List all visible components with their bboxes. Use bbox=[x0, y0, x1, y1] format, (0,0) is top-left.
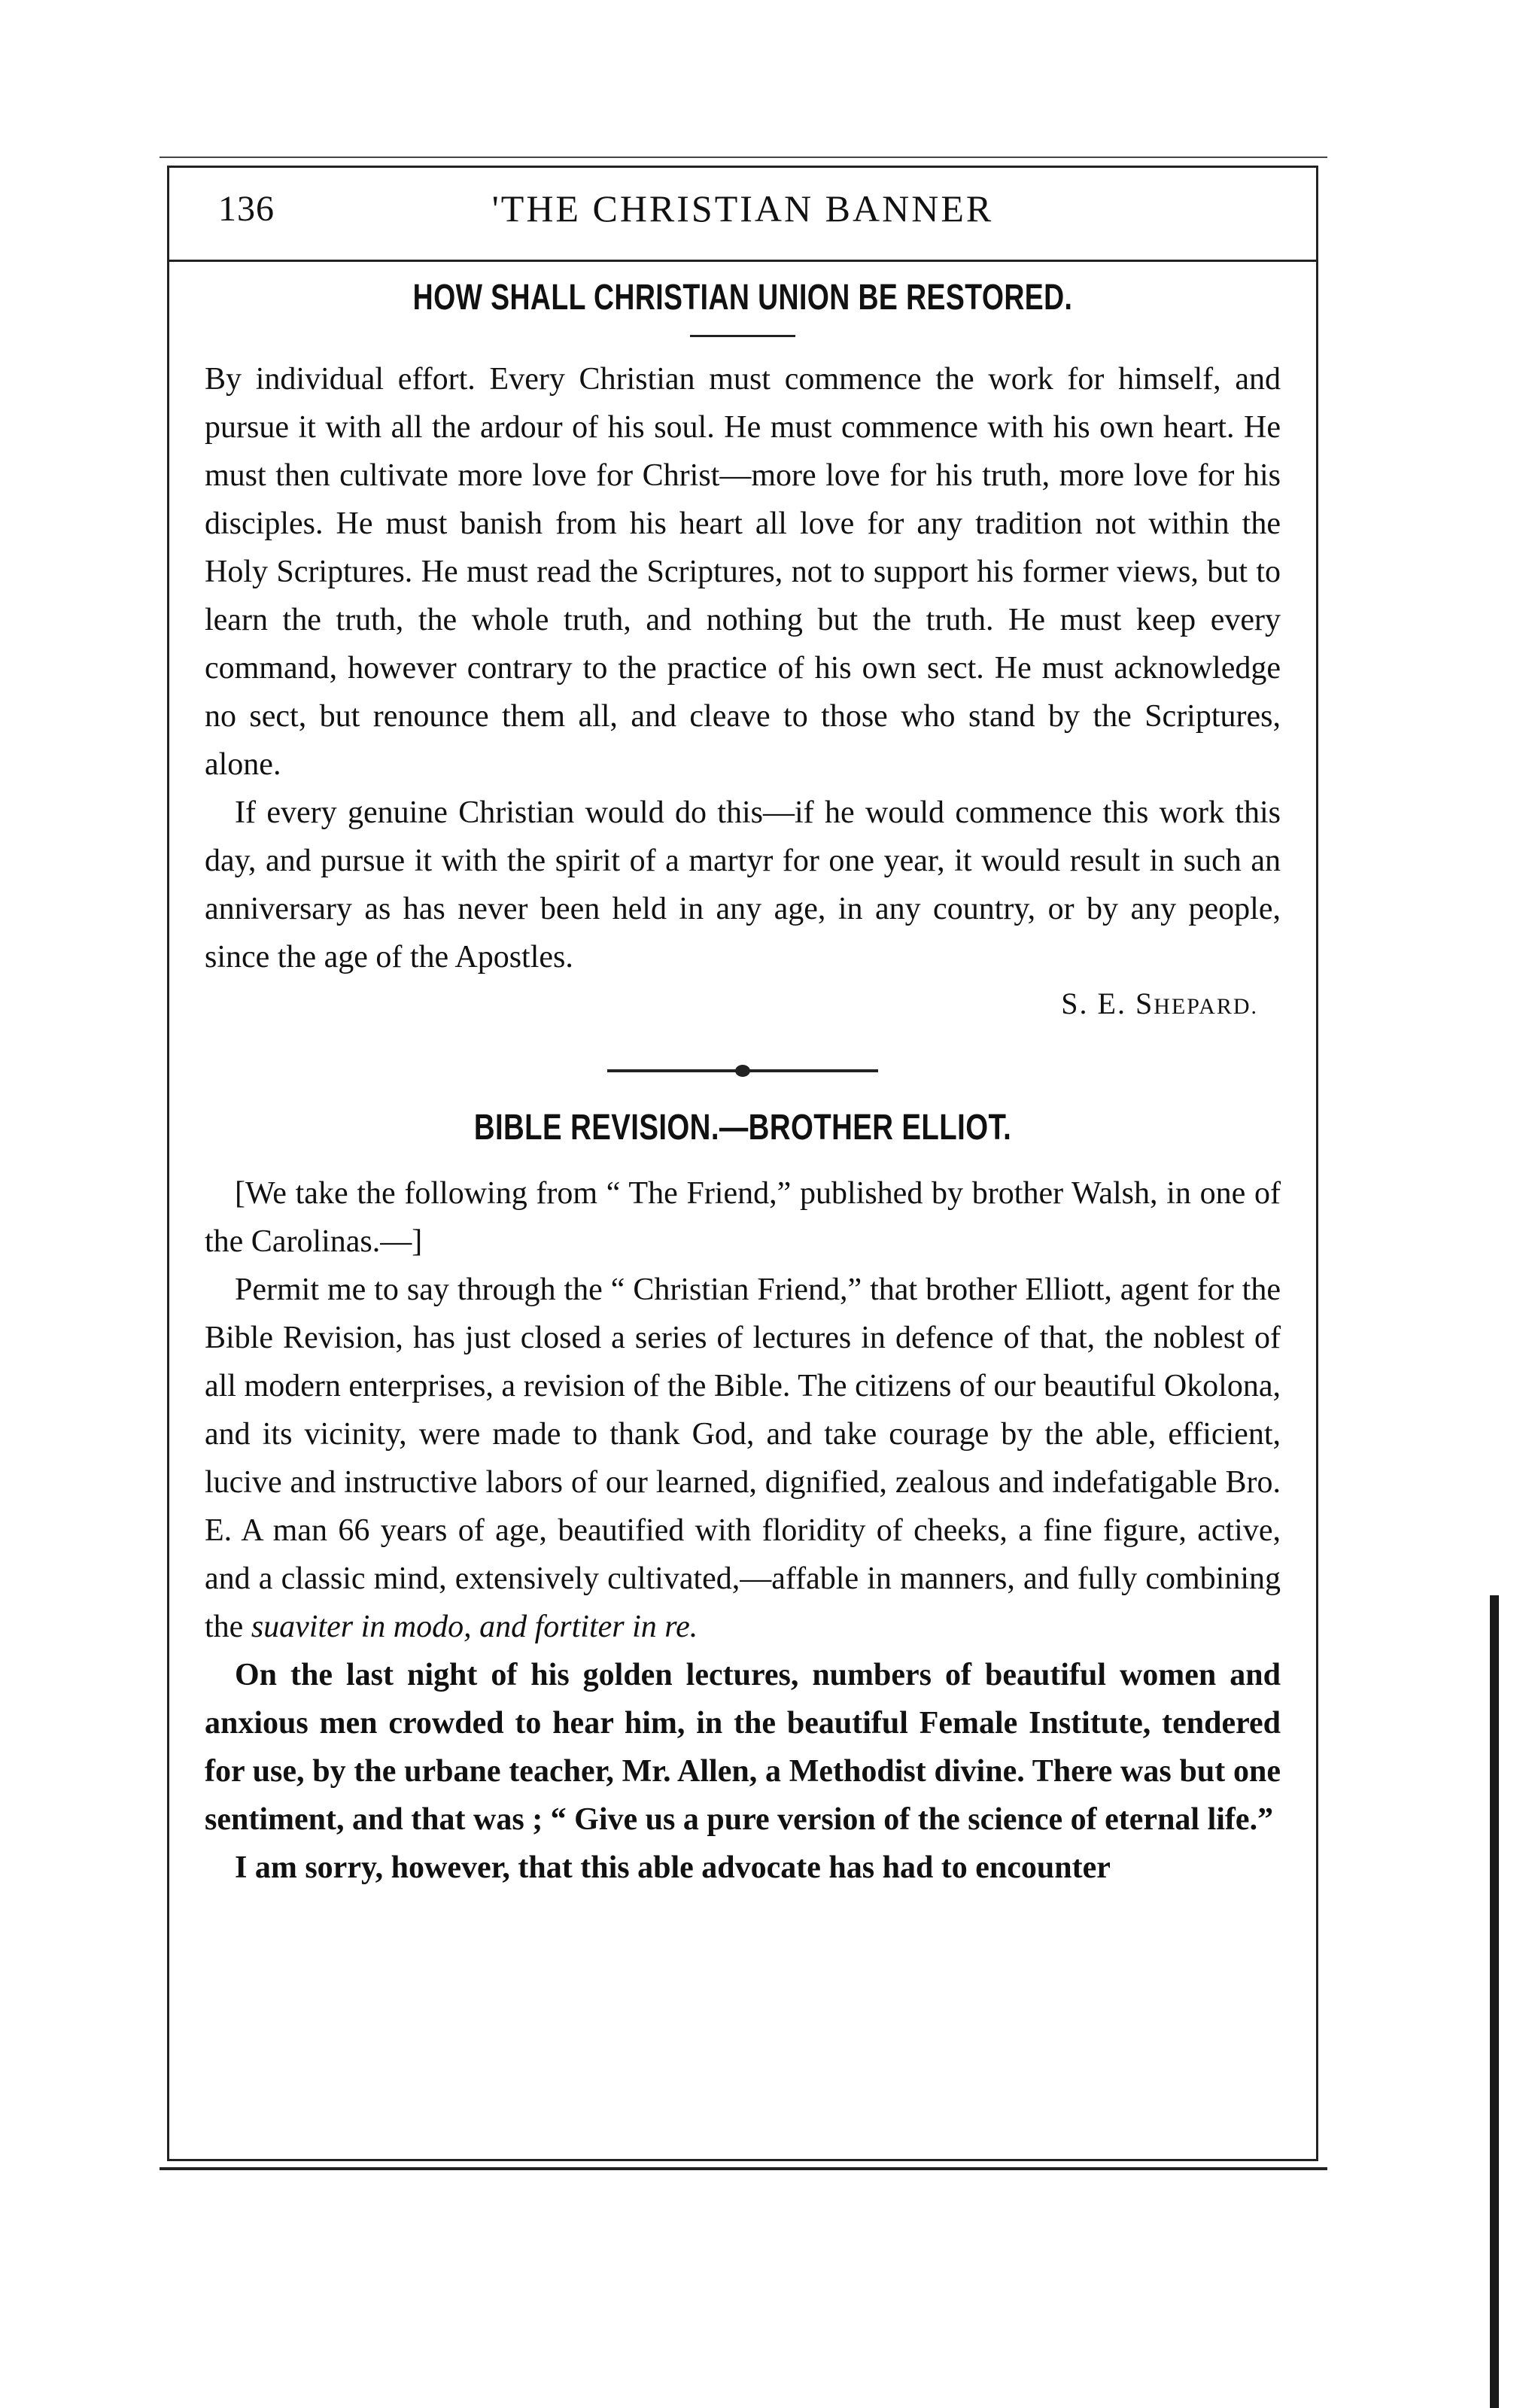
page-number: 136 bbox=[218, 189, 275, 229]
page-content bbox=[205, 277, 1281, 1892]
scan-edge-bar bbox=[1490, 1595, 1499, 2408]
article-bible-revision bbox=[205, 1107, 1281, 1892]
section-divider-ornament bbox=[607, 1062, 878, 1080]
article-christian-union bbox=[205, 277, 1281, 1021]
article-paragraph: If every genuine Christian would do this—if he would commence this work this day, and pursue it with the spirit of a martyr for one year, it would result in such an anniversary as has never been held in any age, in any country, or by any people, since the age of the Apostles. bbox=[205, 795, 1281, 974]
article-title: HOW SHALL CHRISTIAN UNION BE RESTORED. bbox=[412, 278, 1073, 318]
article-paragraph: On the last night of his golden lectures, numbers of beautiful women and anxious men crowded to hear him, in the beautiful Female Institute, tendered for use, by the urbane teacher, Mr. Allen, a Methodist divine. There was but one sentiment, and that was ; “ Give us a pure version of the science of eternal life.” bbox=[205, 1658, 1281, 1837]
paragraph-text: Permit me to say through the “ Christian Friend,” that brother Elliott, agent for the Bible Revision, has just closed a series of lectures in defence of that, the noblest of all modern enterprises, a revision of the Bible. The citizens of our beautiful Okolona, and its vicinity, were made to thank God, and take courage by the able, efficient, lucive and instructive labors of our learned, dignified, zealous and indefatigable Bro. E. A man 66 years of age, beautified with floridity of cheeks, a fine figure, active, and a classic mind, extensively cultivated,—affable in manners, and fully combining the bbox=[205, 1272, 1281, 1644]
divider-dot bbox=[735, 1065, 750, 1077]
editorial-note: [We take the following from “ The Friend,” published by brother Walsh, in one of the Carolinas.—] bbox=[205, 1176, 1281, 1259]
author-signature bbox=[205, 986, 1258, 1021]
signature-initials: S. E. S bbox=[1061, 987, 1154, 1020]
signature-surname: HEPARD. bbox=[1154, 994, 1258, 1019]
article-title: BIBLE REVISION.—BROTHER ELLIOT. bbox=[473, 1108, 1012, 1148]
running-head bbox=[167, 166, 1318, 262]
article-paragraph: By individual effort. Every Christian must commence the work for himself, and pursue it with all the ardour of his soul. He must commence with his own heart. He must then cultivate more love for Christ—more love for his truth, more love for his disciples. He must banish from his heart all love for any tradition not within the Holy Scriptures. He must read the Scriptures, not to support his former views, but to learn the truth, the whole truth, and nothing but the truth. He must keep every command, however contrary to the practice of his own sect. He must acknowledge no sect, but renounce them all, and cleave to those who stand by the Scriptures, alone. bbox=[205, 362, 1281, 782]
latin-phrase: suaviter in modo, and fortiter in re. bbox=[251, 1610, 698, 1644]
journal-title: 'THE CHRISTIAN BANNER bbox=[491, 187, 994, 230]
article-paragraph: I am sorry, however, that this able advocate has had to encounter bbox=[235, 1850, 1111, 1885]
title-rule bbox=[690, 335, 795, 337]
article-paragraph bbox=[205, 1266, 1281, 1651]
